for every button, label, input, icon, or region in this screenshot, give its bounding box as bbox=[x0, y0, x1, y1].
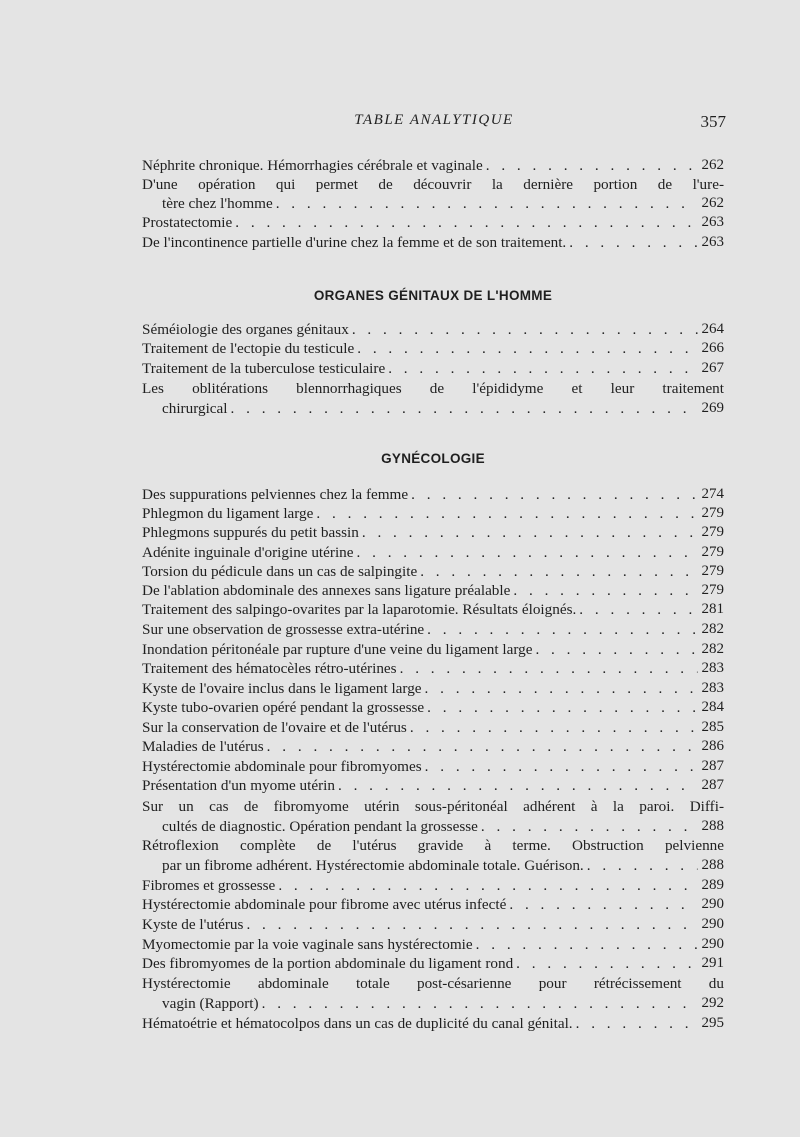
toc-entry-page: 269 bbox=[701, 400, 724, 416]
dot-leader bbox=[385, 359, 697, 378]
toc-entry-page: 282 bbox=[701, 641, 724, 657]
toc-entry bbox=[142, 562, 724, 581]
toc-entry bbox=[142, 954, 724, 973]
dot-leader bbox=[313, 504, 697, 523]
toc-entry-title: Myomectomie par la voie vaginale sans hystérectomie bbox=[142, 936, 473, 953]
toc-entry-page: 279 bbox=[701, 505, 724, 521]
toc-entry-title: Inondation péritonéale par rupture d'une veine du ligament large bbox=[142, 641, 533, 658]
dot-leader bbox=[478, 817, 698, 836]
toc-entry-title: Sur la conservation de l'ovaire et de l'utérus bbox=[142, 719, 407, 736]
toc-entry-page: 290 bbox=[701, 936, 724, 952]
toc-entry-page: 295 bbox=[701, 1015, 724, 1031]
page-number: 357 bbox=[700, 112, 726, 131]
toc-entry bbox=[142, 600, 724, 619]
toc-entry-page: 274 bbox=[701, 486, 724, 502]
dot-leader bbox=[354, 339, 697, 358]
toc-entry bbox=[142, 320, 724, 339]
toc-entry bbox=[162, 194, 724, 213]
dot-leader bbox=[483, 156, 698, 175]
toc-entry-title: Présentation d'un myome utérin bbox=[142, 777, 335, 794]
toc-entry-title: cultés de diagnostic. Opération pendant la grossesse bbox=[162, 818, 478, 835]
toc-entry-page: 284 bbox=[701, 699, 724, 715]
page-header bbox=[142, 112, 726, 134]
toc-entry bbox=[142, 679, 724, 698]
toc-entry-page: 282 bbox=[701, 621, 724, 637]
toc-entry-title: Torsion du pédicule dans un cas de salpingite bbox=[142, 563, 418, 580]
toc-entry-page: 283 bbox=[701, 680, 724, 696]
toc-entry-page: 279 bbox=[701, 544, 724, 560]
dot-leader bbox=[397, 659, 698, 678]
toc-entry-page: 283 bbox=[701, 660, 724, 676]
toc-entry-title: Prostatectomie bbox=[142, 214, 233, 231]
toc-entry bbox=[162, 399, 724, 418]
toc-entry-title: Kyste de l'utérus bbox=[142, 916, 244, 933]
toc-entry bbox=[142, 504, 724, 523]
toc-entry bbox=[142, 698, 724, 717]
toc-entry-page: 285 bbox=[701, 719, 724, 735]
toc-entry-page: 263 bbox=[701, 234, 724, 250]
running-title: TABLE ANALYTIQUE bbox=[354, 112, 514, 128]
toc-entry bbox=[142, 776, 724, 795]
toc-entry bbox=[142, 915, 724, 934]
dot-leader bbox=[273, 194, 698, 213]
toc-entry bbox=[142, 876, 724, 895]
toc-entry-page: 267 bbox=[701, 360, 724, 376]
dot-leader bbox=[354, 543, 698, 562]
toc-entry-page: 279 bbox=[701, 582, 724, 598]
toc-entry-page: 289 bbox=[701, 877, 724, 893]
toc-entry-page: 264 bbox=[701, 321, 724, 337]
toc-entry-title: Traitement de l'ectopie du testicule bbox=[142, 340, 355, 357]
dot-leader bbox=[264, 737, 698, 756]
toc-entry-page: 266 bbox=[701, 340, 724, 356]
toc-entry bbox=[142, 156, 724, 175]
toc-entry-page: 279 bbox=[701, 563, 724, 579]
toc-entry-title: Traitement des salpingo-ovarites par la laparotomie. Résultats éloignés. bbox=[142, 601, 577, 618]
toc-entry-title: tère chez l'homme bbox=[162, 195, 273, 212]
dot-leader bbox=[422, 679, 698, 698]
toc-entry-title: Phlegmon du ligament large bbox=[142, 505, 314, 522]
toc-entry-page: 281 bbox=[701, 601, 724, 617]
toc-entry bbox=[142, 379, 724, 398]
toc-entry bbox=[162, 994, 724, 1013]
dot-leader bbox=[259, 994, 698, 1013]
dot-leader bbox=[513, 954, 697, 973]
section-heading: GYNÉCOLOGIE bbox=[381, 451, 485, 466]
toc-entry-page: 287 bbox=[701, 758, 724, 774]
toc-entry bbox=[142, 233, 724, 252]
toc-entry-title: Sur une observation de grossesse extra-utérine bbox=[142, 621, 425, 638]
toc-entry bbox=[142, 339, 724, 358]
toc-entry-title: Fibromes et grossesse bbox=[142, 877, 276, 894]
toc-entry-title: Maladies de l'utérus bbox=[142, 738, 264, 755]
toc-entry bbox=[142, 974, 724, 993]
dot-leader bbox=[584, 856, 698, 875]
toc-entry-title: Kyste tubo-ovarien opéré pendant la grossesse bbox=[142, 699, 425, 716]
toc-entry-page: 292 bbox=[701, 995, 724, 1011]
toc-entry-page: 262 bbox=[701, 195, 724, 211]
toc-entry-title: chirurgical bbox=[162, 400, 228, 417]
toc-entry-page: 263 bbox=[701, 214, 724, 230]
toc-entry-page: 288 bbox=[701, 818, 724, 834]
dot-leader bbox=[335, 776, 698, 795]
toc-entry bbox=[142, 718, 724, 737]
toc-entry bbox=[142, 485, 724, 504]
toc-entry bbox=[142, 175, 724, 194]
dot-leader bbox=[408, 485, 697, 504]
dot-leader bbox=[532, 640, 697, 659]
toc-entry-page: 288 bbox=[701, 857, 724, 873]
toc-entry bbox=[142, 659, 724, 678]
toc-entry-title: Séméiologie des organes génitaux bbox=[142, 321, 349, 338]
toc-entry bbox=[142, 640, 724, 659]
toc-entry bbox=[142, 213, 724, 232]
toc-entry-title: Hystérectomie abdominale pour fibromyomes bbox=[142, 758, 422, 775]
dot-leader bbox=[228, 399, 698, 418]
toc-entry-title: Les oblitérations blennorrhagiques de l'épididyme et leur traitement bbox=[142, 380, 724, 397]
toc-entry-title: Kyste de l'ovaire inclus dans le ligament large bbox=[142, 680, 422, 697]
toc-entry-page: 262 bbox=[701, 157, 724, 173]
toc-entry-page: 286 bbox=[701, 738, 724, 754]
toc-entry-title: Phlegmons suppurés du petit bassin bbox=[142, 524, 359, 541]
toc-entry-page: 290 bbox=[701, 896, 724, 912]
toc-entry-page: 290 bbox=[701, 916, 724, 932]
toc-entry bbox=[142, 523, 724, 542]
toc-entry-title: par un fibrome adhérent. Hystérectomie abdominale totale. Guérison. bbox=[162, 857, 584, 874]
dot-leader bbox=[576, 600, 697, 619]
dot-leader bbox=[566, 233, 697, 252]
toc-entry-title: Des suppurations pelviennes chez la femme bbox=[142, 486, 409, 503]
toc-entry bbox=[142, 737, 724, 756]
toc-entry bbox=[162, 817, 724, 836]
toc-entry-title: De l'incontinence partielle d'urine chez la femme et de son traitement. bbox=[142, 234, 567, 251]
section-heading: ORGANES GÉNITAUX DE L'HOMME bbox=[313, 288, 553, 303]
toc-entry-title: Hématoétrie et hématocolpos dans un cas de duplicité du canal génital. bbox=[142, 1015, 573, 1032]
toc-entry-page: 287 bbox=[701, 777, 724, 793]
dot-leader bbox=[473, 935, 698, 954]
toc-entry-title: Rétroflexion complète de l'utérus gravide à terme. Obstruction pelvienne bbox=[142, 837, 724, 854]
dot-leader bbox=[417, 562, 697, 581]
toc-entry-title: vagin (Rapport) bbox=[162, 995, 259, 1012]
toc-entry bbox=[142, 620, 724, 639]
toc-entry-title: Néphrite chronique. Hémorrhagies cérébrale et vaginale bbox=[142, 157, 483, 174]
toc-entry-title: Hystérectomie abdominale pour fibrome avec utérus infecté bbox=[142, 896, 507, 913]
dot-leader bbox=[243, 915, 697, 934]
toc-entry-title: De l'ablation abdominale des annexes sans ligature préalable bbox=[142, 582, 511, 599]
dot-leader bbox=[573, 1014, 698, 1033]
toc-entry bbox=[142, 1014, 724, 1033]
dot-leader bbox=[407, 718, 698, 737]
toc-entry-title: D'une opération qui permet de découvrir la dernière portion de l'ure- bbox=[142, 176, 724, 193]
toc-entry bbox=[142, 359, 724, 378]
toc-entry bbox=[142, 757, 724, 776]
toc-entry-page: 291 bbox=[701, 955, 724, 971]
dot-leader bbox=[424, 698, 697, 717]
toc-entry bbox=[142, 836, 724, 855]
toc-entry-title: Des fibromyomes de la portion abdominale du ligament rond bbox=[142, 955, 514, 972]
dot-leader bbox=[275, 876, 697, 895]
toc-entry bbox=[162, 856, 724, 875]
toc-entry bbox=[142, 935, 724, 954]
toc-entry bbox=[142, 797, 724, 816]
toc-entry-title: Adénite inguinale d'origine utérine bbox=[142, 544, 354, 561]
dot-leader bbox=[232, 213, 697, 232]
toc-entry bbox=[142, 581, 724, 600]
toc-entry-title: Traitement de la tuberculose testiculaire bbox=[142, 360, 386, 377]
toc-entry-title: Sur un cas de fibromyome utérin sous-péritonéal adhérent à la paroi. Diffi- bbox=[142, 798, 724, 815]
dot-leader bbox=[349, 320, 698, 339]
toc-entry-page: 279 bbox=[701, 524, 724, 540]
dot-leader bbox=[422, 757, 698, 776]
toc-entry-title: Traitement des hématocèles rétro-utérines bbox=[142, 660, 397, 677]
toc-entry bbox=[142, 895, 724, 914]
toc-entry bbox=[142, 543, 724, 562]
toc-entry-title: Hystérectomie abdominale totale post-césarienne pour rétrécissement du bbox=[142, 975, 724, 992]
dot-leader bbox=[359, 523, 698, 542]
dot-leader bbox=[424, 620, 697, 639]
dot-leader bbox=[510, 581, 697, 600]
dot-leader bbox=[506, 895, 697, 914]
